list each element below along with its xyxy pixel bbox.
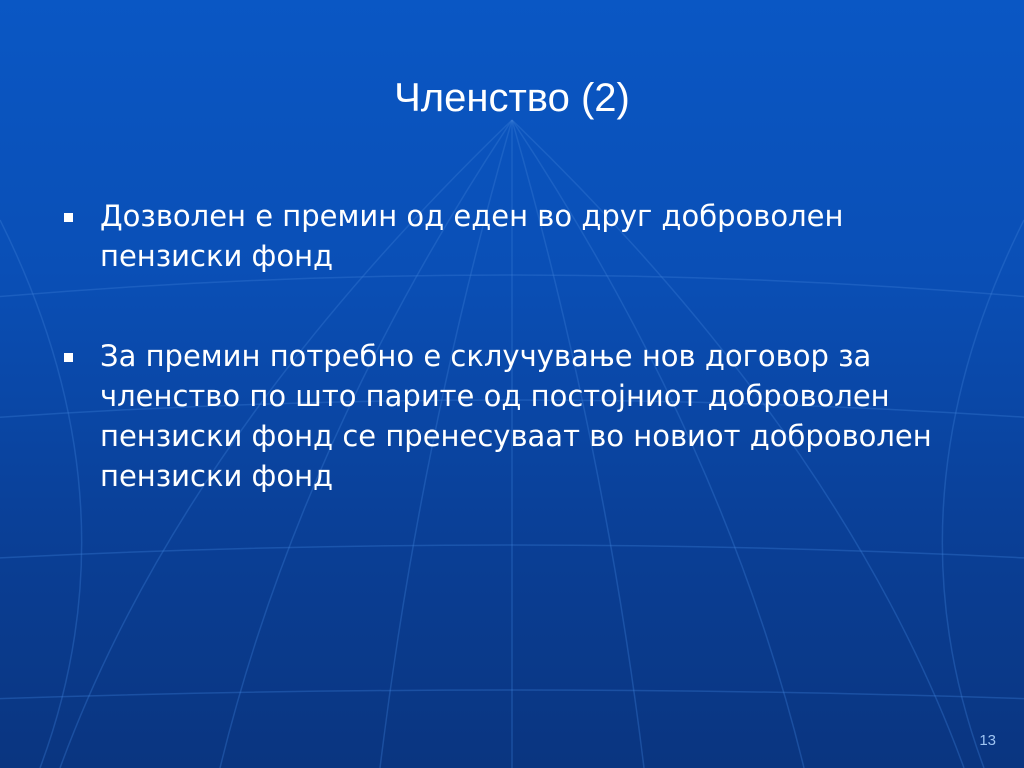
bullet-text: За премин потребно е склучување нов договор за членство по што парите од постојниот доброволен пензиски фонд се пренесуваат во новиот доброволен пензиски фонд bbox=[100, 339, 932, 493]
bullet-item bbox=[64, 196, 964, 276]
square-bullet-icon bbox=[64, 353, 73, 362]
slide-number: 13 bbox=[979, 732, 996, 749]
bullet-list bbox=[64, 196, 964, 556]
slide-title: Членство (2) bbox=[394, 76, 630, 120]
square-bullet-icon bbox=[64, 213, 73, 222]
bullet-text: Дозволен е премин од еден во друг доброволен пензиски фонд bbox=[100, 199, 844, 273]
bullet-item bbox=[64, 336, 964, 496]
